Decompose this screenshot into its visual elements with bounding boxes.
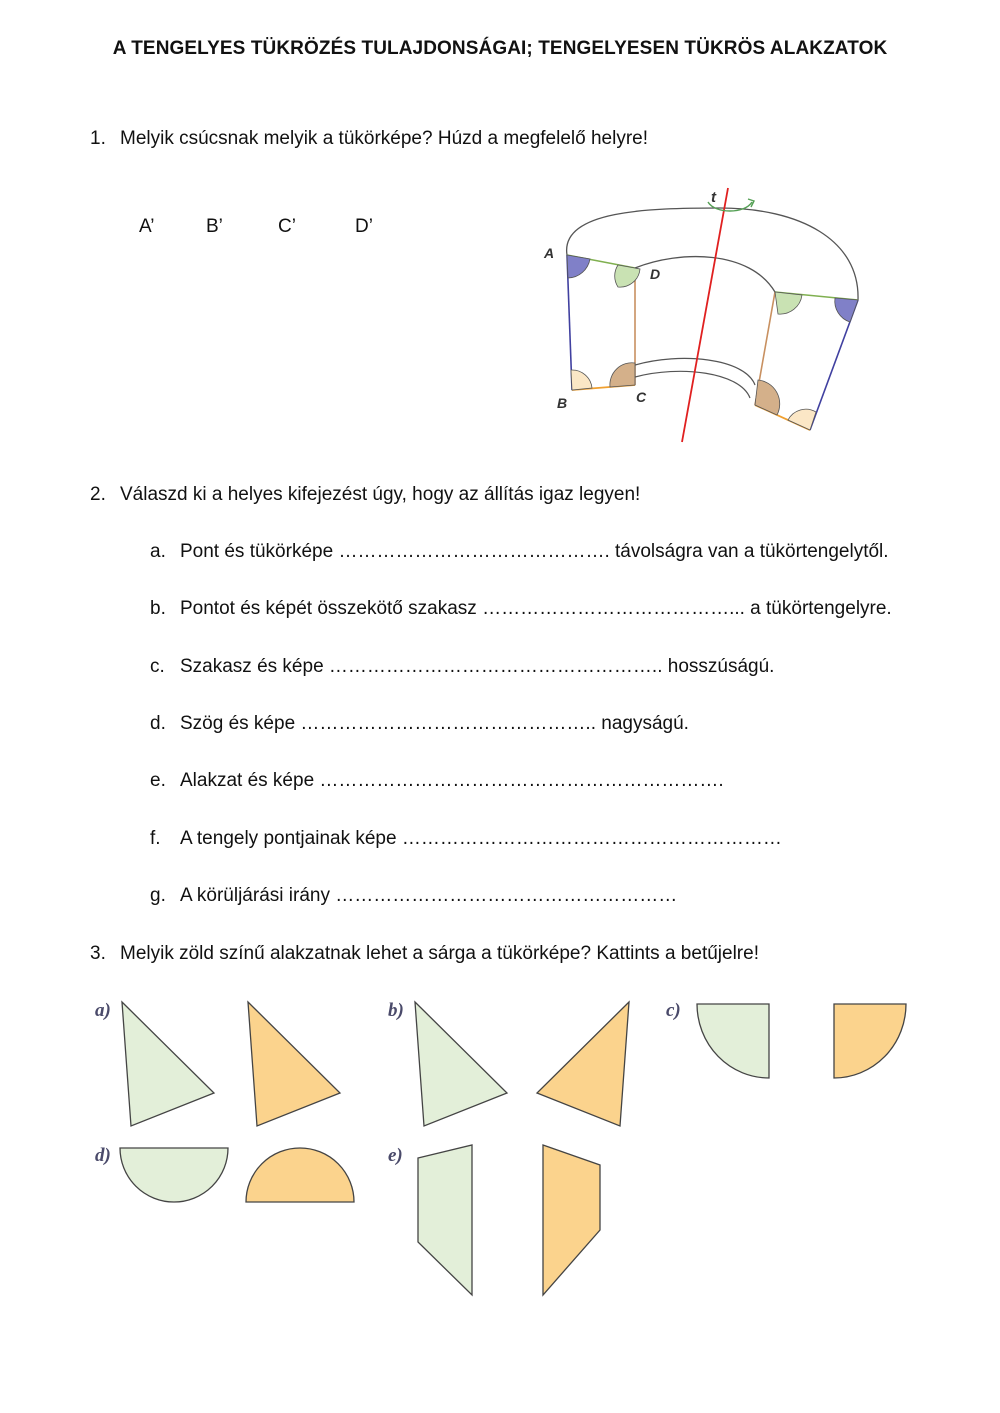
statement-e	[150, 770, 724, 792]
statement-text: Szög és képe	[180, 713, 301, 734]
vertex-label-d: D	[650, 266, 661, 282]
statement-g	[150, 885, 677, 907]
option-b-green-triangle	[415, 1002, 507, 1126]
question-1-text: Melyik csúcsnak melyik a tükörképe? Húzd a megfelelő helyre!	[120, 128, 649, 149]
statement-text-end: . a tükörtengelyre.	[739, 598, 892, 619]
statement-text-end: nagyságú.	[595, 713, 689, 734]
statement-letter: f.	[150, 828, 161, 849]
angle-b	[571, 370, 592, 390]
answer-blank-f[interactable]: ……………………………………………………	[401, 828, 782, 849]
option-c-green-quarter-circle	[697, 1004, 769, 1078]
outer-top-arc	[567, 208, 858, 300]
answer-blank-c[interactable]: ……………………………………………..	[328, 656, 663, 677]
statement-f	[150, 828, 782, 850]
angle-a-right	[835, 298, 858, 322]
question-1-number: 1.	[90, 128, 106, 149]
statement-letter: e.	[150, 770, 166, 791]
axis-label: t	[711, 189, 716, 206]
option-d-yellow-half-circle	[246, 1148, 354, 1202]
answer-blank-g[interactable]: ………………………………………………	[335, 885, 678, 906]
angle-a	[567, 255, 590, 278]
option-b-letter[interactable]: b)	[388, 1000, 404, 1021]
option-a-green-triangle	[122, 1002, 214, 1126]
drag-label-a-prime[interactable]: A’	[139, 216, 155, 237]
angle-d-right	[775, 292, 802, 314]
question-3	[90, 943, 759, 965]
question-1	[90, 128, 648, 150]
question-2	[90, 484, 640, 506]
statement-b	[150, 598, 892, 620]
option-c-letter[interactable]: c)	[666, 1000, 681, 1021]
question-3-number: 3.	[90, 943, 106, 964]
statement-text: Alakzat és képe	[180, 770, 320, 791]
shapes-area	[0, 990, 1000, 1310]
option-a-letter[interactable]: a)	[95, 1000, 111, 1021]
statement-letter: g.	[150, 885, 166, 906]
drag-label-c-prime[interactable]: C’	[278, 216, 296, 237]
statement-text-end: hosszúságú.	[662, 656, 775, 677]
statement-letter: a.	[150, 541, 166, 562]
statement-text-end: távolságra van a tükörtengelytől.	[609, 541, 889, 562]
statement-text: A körüljárási irány	[180, 885, 336, 906]
statement-letter: b.	[150, 598, 166, 619]
angle-c	[610, 363, 635, 387]
reflection-figure	[530, 180, 880, 450]
statement-letter: d.	[150, 713, 166, 734]
vertex-label-b: B	[557, 395, 568, 411]
page-title: A TENGELYES TÜKRÖZÉS TULAJDONSÁGAI; TENGELYESEN TÜKRÖS ALAKZATOK	[112, 38, 888, 59]
option-d-letter[interactable]: d)	[95, 1145, 111, 1166]
angle-c-right	[755, 380, 780, 415]
option-b-yellow-triangle	[537, 1002, 629, 1126]
vertex-label-c: C	[636, 389, 647, 405]
answer-blank-e[interactable]: ……………………………………………………….	[319, 770, 724, 791]
mirror-axis	[682, 188, 728, 442]
statement-a	[150, 541, 889, 563]
statement-text: Szakasz és képe	[180, 656, 329, 677]
option-e-letter[interactable]: e)	[388, 1145, 403, 1166]
option-e-green-quadrilateral	[418, 1145, 472, 1295]
statement-d	[150, 713, 689, 735]
answer-blank-d[interactable]: ………………………………………..	[300, 713, 596, 734]
drag-label-b-prime[interactable]: B’	[206, 216, 223, 237]
statement-text: Pontot és képét összekötő szakasz	[180, 598, 483, 619]
statement-c	[150, 656, 774, 678]
statement-text: Pont és tükörképe	[180, 541, 339, 562]
drag-labels	[0, 216, 500, 246]
statement-text: A tengely pontjainak képe	[180, 828, 402, 849]
question-2-number: 2.	[90, 484, 106, 505]
drag-label-d-prime[interactable]: D’	[355, 216, 373, 237]
answer-blank-a[interactable]: …………………………………….	[338, 541, 610, 562]
option-a-yellow-triangle	[248, 1002, 340, 1126]
question-3-text: Melyik zöld színű alakzatnak lehet a sárga a tükörképe? Kattints a betűjelre!	[120, 943, 759, 964]
angle-d-left	[615, 265, 640, 287]
option-e-yellow-quadrilateral	[543, 1145, 600, 1295]
statement-letter: c.	[150, 656, 165, 677]
answer-blank-b[interactable]: …………………………………..	[482, 598, 740, 619]
option-d-green-half-circle	[120, 1148, 228, 1202]
vertex-label-a: A	[544, 245, 555, 261]
option-c-yellow-quarter-circle	[834, 1004, 906, 1078]
question-2-text: Válaszd ki a helyes kifejezést úgy, hogy az állítás igaz legyen!	[120, 484, 641, 505]
